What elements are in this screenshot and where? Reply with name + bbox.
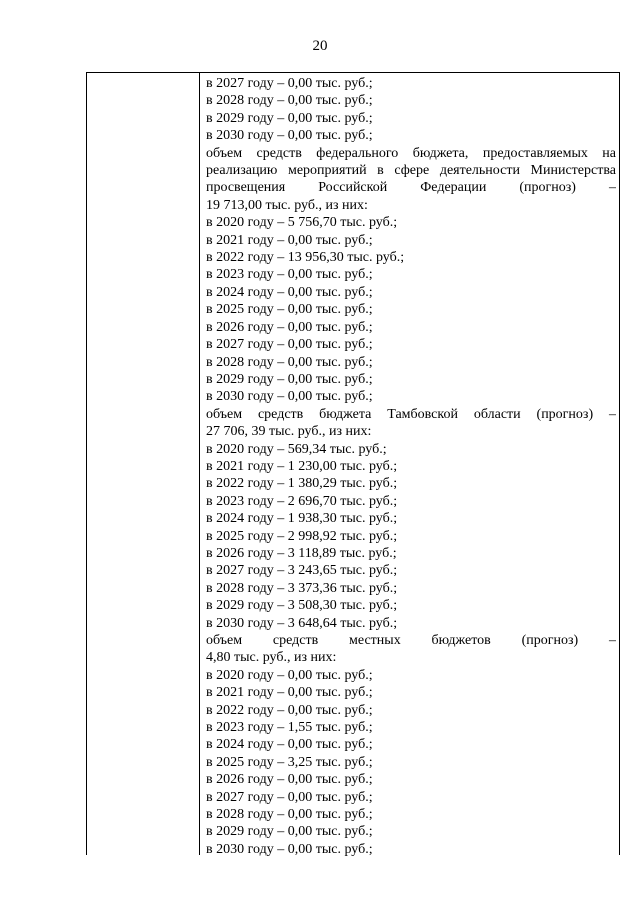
text-line: в 2027 году – 0,00 тыс. руб.;: [206, 76, 373, 91]
text-line: в 2029 году – 0,00 тыс. руб.;: [206, 110, 373, 126]
text-line: в 2023 году – 2 696,70 тыс. руб.;: [206, 493, 398, 509]
text-line: в 2027 году – 3 243,65 тыс. руб.;: [206, 563, 398, 579]
text-line: в 2021 году – 0,00 тыс. руб.;: [206, 232, 373, 248]
text-line: реализацию мероприятий в сфере деятельности Министерства: [206, 163, 616, 179]
text-line: в 2023 году – 1,55 тыс. руб.;: [206, 720, 373, 736]
text-line: в 2027 году – 0,00 тыс. руб.;: [206, 337, 373, 353]
text-line: в 2030 году – 0,00 тыс. руб.;: [206, 841, 373, 857]
text-line: в 2022 году – 1 380,29 тыс. руб.;: [206, 476, 398, 492]
text-line: в 2024 году – 1 938,30 тыс. руб.;: [206, 511, 398, 527]
financing-text-cell: [206, 75, 616, 858]
text-line: в 2021 году – 0,00 тыс. руб.;: [206, 685, 373, 701]
text-line: в 2030 году – 3 648,64 тыс. руб.;: [206, 615, 398, 631]
text-line: в 2025 году – 0,00 тыс. руб.;: [206, 302, 373, 318]
column-divider: [199, 73, 200, 855]
text-line: в 2025 году – 2 998,92 тыс. руб.;: [206, 528, 398, 544]
page-number: 20: [312, 38, 328, 54]
text-line: 27 706, 39 тыс. руб., из них:: [206, 424, 372, 440]
text-line: в 2021 году – 1 230,00 тыс. руб.;: [206, 458, 398, 474]
text-line: в 2029 году – 3 508,30 тыс. руб.;: [206, 598, 398, 614]
text-line: в 2026 году – 0,00 тыс. руб.;: [206, 772, 373, 788]
text-line: в 2020 году – 5 756,70 тыс. руб.;: [206, 215, 398, 231]
text-line: в 2022 году – 0,00 тыс. руб.;: [206, 702, 373, 718]
text-line: в 2029 году – 0,00 тыс. руб.;: [206, 371, 373, 387]
text-line: в 2024 году – 0,00 тыс. руб.;: [206, 737, 373, 753]
budget-table: [86, 72, 620, 855]
text-line: в 2030 году – 0,00 тыс. руб.;: [206, 128, 373, 144]
text-line: в 2026 году – 0,00 тыс. руб.;: [206, 319, 373, 335]
text-line: объем средств федерального бюджета, предоставляемых на: [206, 145, 616, 161]
text-line: в 2020 году – 0,00 тыс. руб.;: [206, 667, 373, 683]
text-line: в 2029 году – 0,00 тыс. руб.;: [206, 824, 373, 840]
text-line: в 2027 году – 0,00 тыс. руб.;: [206, 789, 373, 805]
text-line: в 2026 году – 3 118,89 тыс. руб.;: [206, 545, 397, 561]
text-line: в 2030 году – 0,00 тыс. руб.;: [206, 389, 373, 405]
text-line: в 2028 году – 3 373,36 тыс. руб.;: [206, 580, 398, 596]
text-line: 4,80 тыс. руб., из них:: [206, 650, 337, 666]
text-line: в 2028 году – 0,00 тыс. руб.;: [206, 354, 373, 370]
text-line: в 2024 году – 0,00 тыс. руб.;: [206, 284, 373, 300]
text-line: в 2028 году – 0,00 тыс. руб.;: [206, 93, 373, 109]
text-line: в 2022 году – 13 956,30 тыс. руб.;: [206, 250, 405, 266]
text-line: 19 713,00 тыс. руб., из них:: [206, 197, 368, 213]
text-line: в 2023 году – 0,00 тыс. руб.;: [206, 267, 373, 283]
text-line: в 2025 году – 3,25 тыс. руб.;: [206, 754, 373, 770]
text-line: объем средств бюджета Тамбовской области (прогноз) –: [206, 406, 616, 422]
text-line: в 2028 году – 0,00 тыс. руб.;: [206, 807, 373, 823]
text-line: в 2020 году – 569,34 тыс. руб.;: [206, 441, 387, 457]
text-line: просвещения Российской Федерации (прогноз) –: [206, 180, 616, 196]
text-line: объем средств местных бюджетов (прогноз) –: [206, 633, 616, 648]
